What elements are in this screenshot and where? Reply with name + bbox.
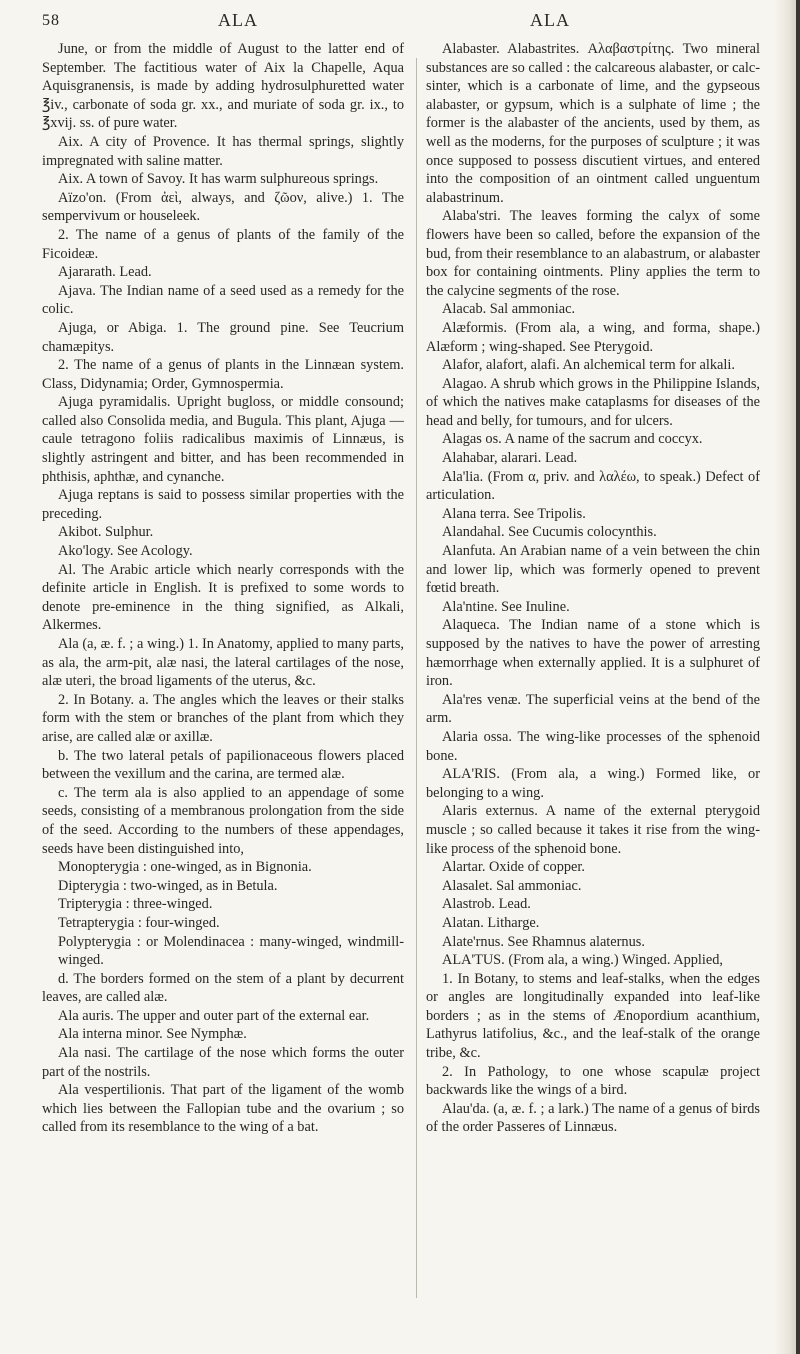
binding-edge	[796, 0, 800, 1354]
entry: ALA'TUS. (From ala, a wing.) Winged. Applied,	[442, 952, 724, 969]
entry: Dipterygia : two-winged, as in Betula.	[58, 877, 278, 894]
entry: Ala'res venæ. The superficial veins at the bend of the arm.	[426, 691, 760, 727]
entry: Polypterygia : or Molendinacea : many-winged, windmill-winged.	[58, 933, 404, 969]
left-running-title: ALA	[218, 10, 258, 30]
running-header	[0, 8, 800, 36]
entry: Alacab. Sal ammoniac.	[442, 301, 576, 318]
entry: 2. The name of a genus of plants in the Linnæan system. Class, Didynamia; Order, Gymnospermia.	[42, 357, 404, 392]
entry: Alaria ossa. The wing-like processes of the sphenoid bone.	[426, 728, 760, 764]
entry: Alaqueca. The Indian name of a stone which is supposed by the natives to have the power of arresting hæmorrhage when externally applied. It is a sulphuret of iron.	[426, 617, 760, 690]
entry: 2. In Botany. a. The angles which the leaves or their stalks form with the stem or branches of the plant from which they arise, are called alæ or axillæ.	[42, 691, 404, 745]
entry: Alafor, alafort, alafi. An alchemical term for alkali.	[442, 357, 735, 374]
entry: Alastrob. Lead.	[442, 896, 531, 913]
entry: Tripterygia : three-winged.	[58, 896, 213, 913]
entry: Akibot. Sulphur.	[58, 524, 154, 541]
entry: Alate'rnus. See Rhamnus alaternus.	[442, 933, 645, 950]
entry: Alatan. Litharge.	[442, 914, 540, 931]
entry: c. The term ala is also applied to an appendage of some seeds, consisting of a membranous prolongation from the side of the seed. According to the numbers of these appendages, seeds have been distinguished into,	[42, 784, 404, 857]
entry: d. The borders formed on the stem of a plant by decurrent leaves, are called alæ.	[42, 970, 404, 1006]
entry: Ako'logy. See Acology.	[58, 543, 193, 560]
entry: Al. The Arabic article which nearly corresponds with the definite article in English. It is prefixed to some words to denote pre-eminence in the thing signified, as Alkali, Alkermes.	[42, 561, 404, 634]
entry: Ala (a, æ. f. ; a wing.) 1. In Anatomy, applied to many parts, as ala, the arm-pit, alæ nasi, the lateral cartilages of the nose, alæ uteri, the broad ligaments of the uterus, &c.	[42, 636, 404, 690]
entry: Ajararath. Lead.	[58, 264, 152, 281]
entry: Ala nasi. The cartilage of the nose which forms the outer part of the nostrils.	[42, 1045, 404, 1080]
entry: Tetrapterygia : four-winged.	[58, 914, 220, 931]
entry: ALA'RIS. (From ala, a wing.) Formed like, or belonging to a wing.	[426, 766, 760, 801]
entry: Alanfuta. An Arabian name of a vein between the chin and lower lip, which was formerly opened to prevent fœtid breath.	[426, 543, 760, 597]
left-column	[42, 40, 404, 1137]
entry: Ala vespertilionis. That part of the ligament of the womb which lies between the Fallopian tube and the ovarium ; so called from its resemblance to the wing of a bat.	[42, 1082, 404, 1136]
entry: Alaba'stri. The leaves forming the calyx of some flowers have been so called, before the expansion of the bud, from their resemblance to an alabastrum, or alabaster box for containing ointments. Pliny applies the term to the calycine segments of the rose.	[426, 208, 760, 299]
entry: Alau'da. (a, æ. f. ; a lark.) The name of a genus of birds of the order Passeres of Linnæus.	[426, 1100, 760, 1136]
entry: 1. In Botany, to stems and leaf-stalks, when the edges or angles are longitudinally expanded into leaf-like borders ; as in the stems of Ænopordium acanthium, Lathyrus latifolius, &c., and the leaf-stalk of the orange tribe, &c.	[426, 970, 760, 1062]
entry: Aïzo'on. (From ἀεὶ, always, and ζῶον, alive.) 1. The sempervivum or houseleek.	[42, 189, 404, 225]
entry: Alartar. Oxide of copper.	[442, 859, 585, 876]
entry: 2. The name of a genus of plants of the family of the Ficoideæ.	[42, 226, 404, 262]
entry: Ala'ntine. See Inuline.	[442, 598, 570, 615]
column-divider	[416, 58, 417, 1298]
entry: Alagao. A shrub which grows in the Philippine Islands, of which the natives make cataplasms for diseases of the head and belly, for tumours, and for ulcers.	[426, 375, 760, 429]
entry: Alana terra. See Tripolis.	[442, 505, 586, 522]
entry: Alasalet. Sal ammoniac.	[442, 877, 582, 894]
entry: Alabaster. Alabastrites. Αλαβαστρίτης. Two mineral substances are so called : the calcareous alabaster, or calc-sinter, which is a carbonate of lime, and the gypseous alabaster, or gypsum, which is a sulphate of lime ; the former is the alabaster of the ancients, used by them, as well as the moderns, for the purposes of sculpture ; it was once supposed to possess discutient virtues, and entered into the composition of an ointment called unguentum alabastrinum.	[426, 41, 760, 206]
entry: Ala'lia. (From α, priv. and λαλέω, to speak.) Defect of articulation.	[426, 468, 760, 504]
entry: 2. In Pathology, to one whose scapulæ project backwards like the wings of a bird.	[426, 1063, 760, 1099]
entry: Ala auris. The upper and outer part of the external ear.	[58, 1007, 370, 1024]
entry: Ajuga, or Abiga. 1. The ground pine. See Teucrium chamæpitys.	[42, 319, 404, 355]
entry: Alæformis. (From ala, a wing, and forma, shape.) Alæform ; wing-shaped. See Pterygoid.	[426, 319, 760, 355]
right-running-title: ALA	[530, 10, 570, 30]
entry: Aix. A town of Savoy. It has warm sulphureous springs.	[58, 171, 379, 188]
page-number: 58	[42, 12, 60, 29]
entry: Ajava. The Indian name of a seed used as a remedy for the colic.	[42, 282, 404, 318]
entry: Alagas os. A name of the sacrum and coccyx.	[442, 431, 703, 448]
entry: Alaris externus. A name of the external pterygoid muscle ; so called because it takes it rise from the wing-like process of the sphenoid bone.	[426, 803, 760, 857]
entry: Alandahal. See Cucumis colocynthis.	[442, 524, 657, 541]
entry: Ala interna minor. See Nymphæ.	[58, 1026, 247, 1043]
right-column	[426, 40, 760, 1137]
entry: June, or from the middle of August to the latter end of September. The factitious water of Aix la Chapelle, Aqua Aquisgranensis, is made by adding hydrosulphuretted water ℥iv., carbonate of soda gr. xx., and muriate of soda gr. ix., to ℥xvij. ss. of pure water.	[42, 41, 404, 132]
entry: Monopterygia : one-winged, as in Bignonia.	[58, 859, 312, 876]
entry: Alahabar, alarari. Lead.	[442, 450, 578, 467]
entry: Aix. A city of Provence. It has thermal springs, slightly impregnated with saline matter.	[42, 133, 404, 169]
entry: Ajuga pyramidalis. Upright bugloss, or middle consound; called also Consolida media, and Bugula. This plant, Ajuga — caule tetragono foliis radicalibus maximis of Linnæus, is slightly astringent and bitter, and has been recommended in phthisis, aphthæ, and cynanche.	[42, 394, 404, 485]
entry: b. The two lateral petals of papilionaceous flowers placed between the vexillum and the carina, are termed alæ.	[42, 747, 404, 783]
entry: Ajuga reptans is said to possess similar properties with the preceding.	[42, 487, 404, 522]
